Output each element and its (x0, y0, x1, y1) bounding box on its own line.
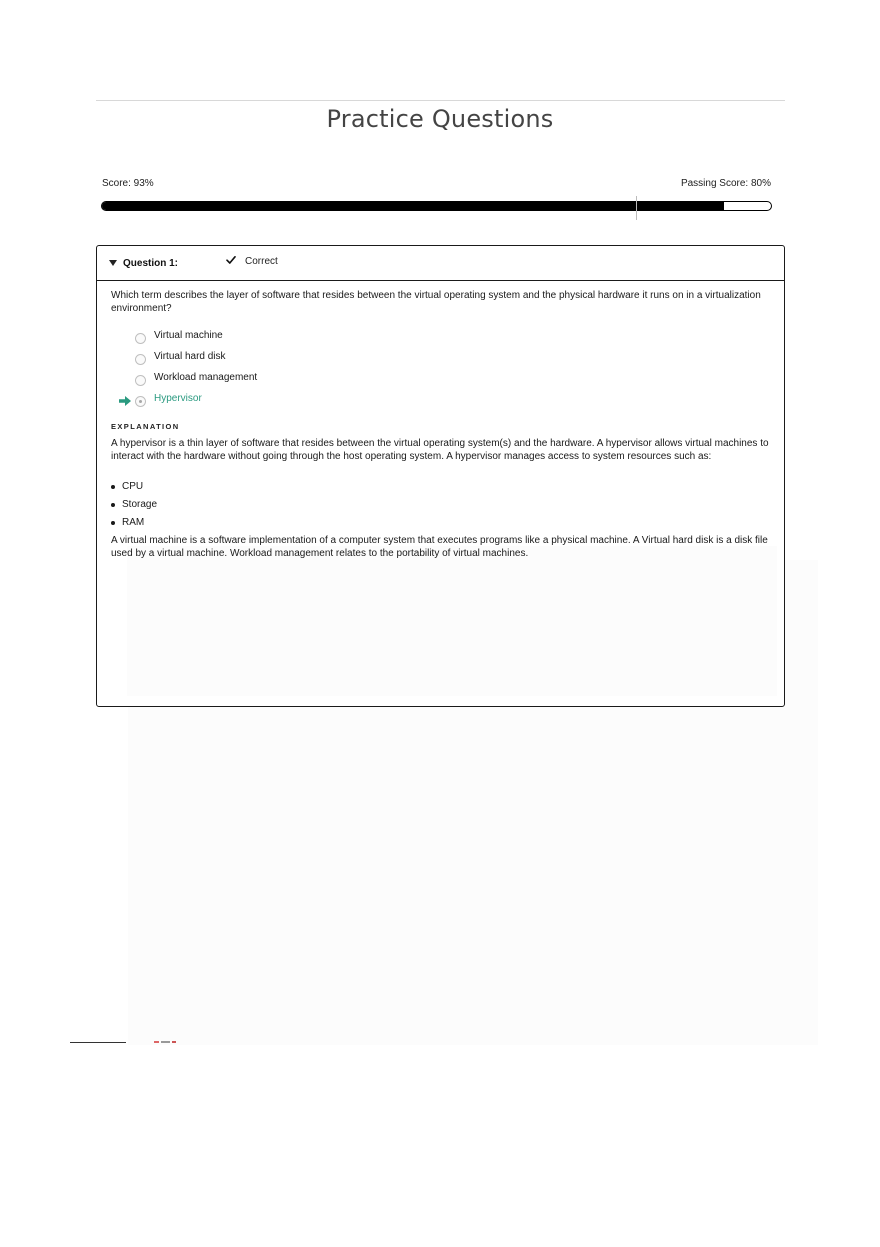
answer-option-correct[interactable] (117, 391, 517, 412)
answer-label: Hypervisor (154, 393, 202, 404)
question-text: Which term describes the layer of software that resides between the virtual operating system and the physical hardware it runs on in a virtualization environment? (111, 290, 761, 314)
explanation-paragraph: A hypervisor is a thin layer of software that resides between the virtual operating system(s) and the hardware. A hypervisor allows virtual machines to interact with the hardware without going through the host operating system. A hypervisor manages access to system resources such as: (111, 438, 769, 462)
answer-option[interactable] (117, 328, 517, 349)
top-divider (96, 100, 785, 101)
answer-label: Workload management (154, 372, 258, 383)
answer-label: Virtual machine (154, 330, 223, 341)
answer-radio[interactable] (135, 354, 146, 365)
question-header[interactable] (97, 246, 784, 281)
answer-radio[interactable] (135, 375, 146, 386)
footer-rule (70, 1042, 126, 1043)
score-label: Score: 93% (102, 178, 154, 189)
explanation-heading: EXPLANATION (111, 422, 180, 431)
checkmark-icon (226, 255, 236, 265)
answer-option[interactable] (117, 349, 517, 370)
question-status: Correct (245, 256, 278, 267)
caret-down-icon[interactable] (109, 260, 117, 266)
list-item: RAM (111, 517, 411, 535)
list-item: Storage (111, 499, 411, 517)
answer-option[interactable] (117, 370, 517, 391)
footer-mark (154, 1041, 176, 1043)
question-card (96, 245, 785, 707)
score-progress-fill (102, 202, 724, 210)
card-shade (127, 546, 777, 696)
passing-score-marker (636, 196, 637, 220)
list-item: CPU (111, 481, 411, 499)
answer-radio[interactable] (135, 333, 146, 344)
explanation-list (111, 481, 411, 535)
explanation-paragraph: A virtual machine is a software implementation of a computer system that executes programs like a physical machine. A Virtual hard disk is a disk file used by a virtual machine. Workload management relates to the portability of virtual machines. (111, 535, 768, 559)
answer-label: Virtual hard disk (154, 351, 226, 362)
correct-answer-arrow-icon (119, 396, 131, 406)
passing-score-label: Passing Score: 80% (680, 178, 771, 189)
answer-list (117, 328, 517, 412)
question-title: Question 1: (123, 258, 179, 269)
answer-radio-selected[interactable] (135, 396, 146, 407)
score-progress-bar (101, 201, 772, 211)
page-title: Practice Questions (326, 105, 554, 133)
